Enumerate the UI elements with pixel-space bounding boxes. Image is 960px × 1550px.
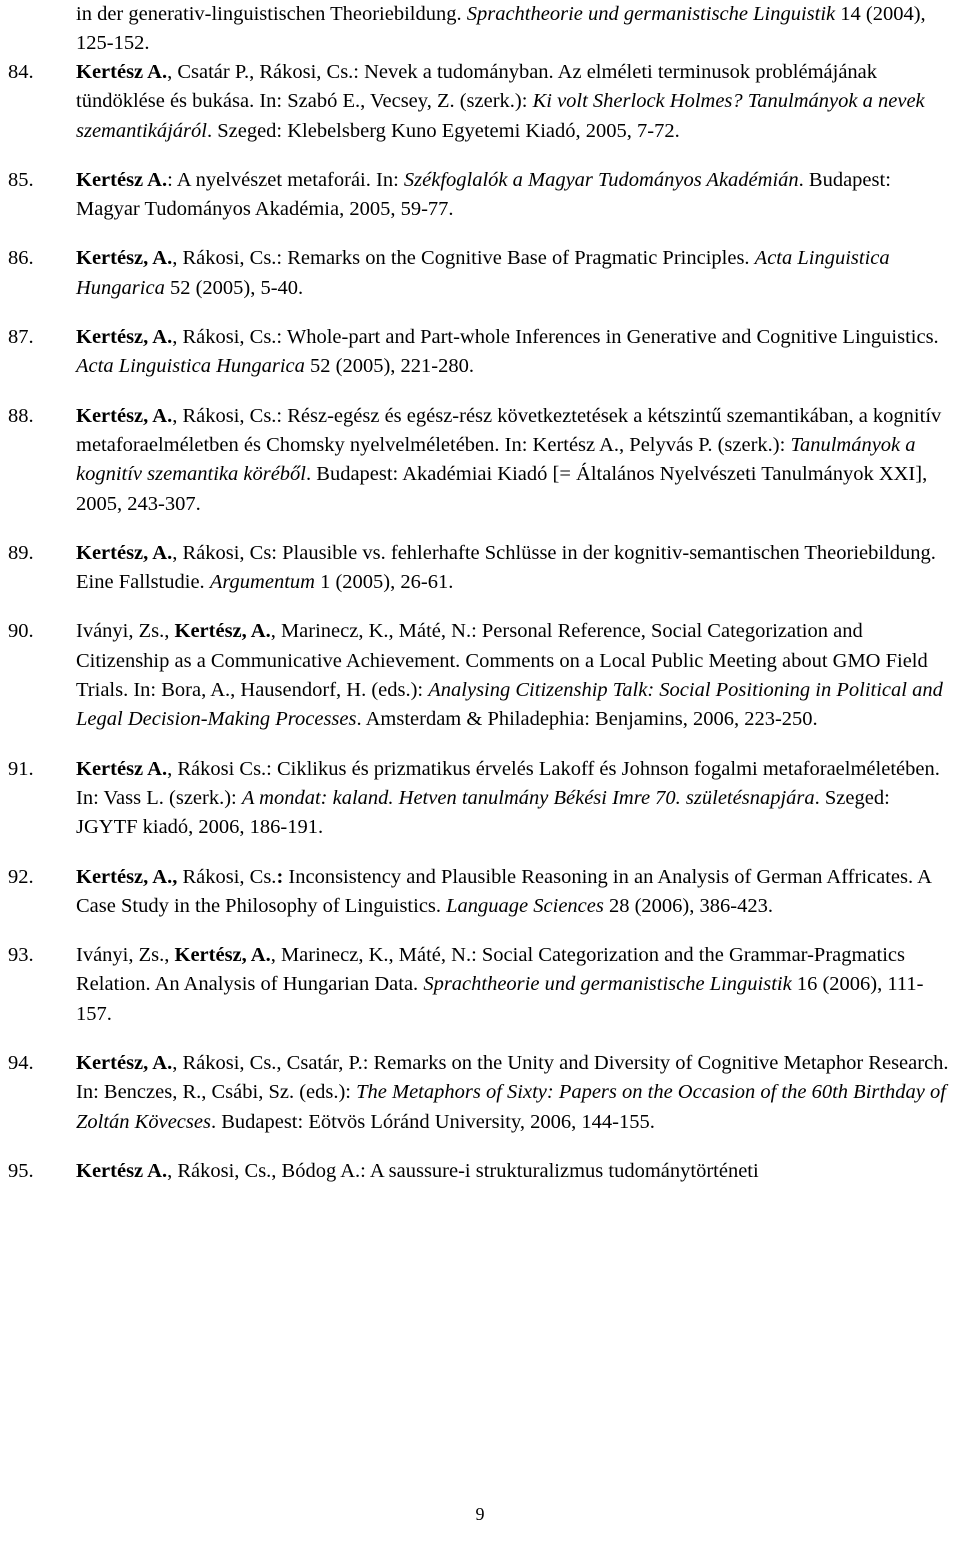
- author-name: :: [276, 865, 284, 888]
- reference-body: [76, 244, 956, 303]
- reference-text: 52 (2005), 221-280.: [304, 355, 475, 378]
- reference-entry: [0, 166, 960, 225]
- reference-text: , Rákosi, Cs., Bódog A.: A saussure-i strukturalizmus tudománytörténeti: [167, 1159, 759, 1182]
- reference-text: . Budapest: Akadémiai Kiadó [= Általános Nyelvészeti Tanulmányok XXI], 2005, 243-307.: [76, 463, 928, 515]
- reference-text: , Rákosi, Cs., Csatár, P.: Remarks on the Unity and Diversity of Cognitive Metaphor Research. In: Benczes, R., Csábi, Sz. (eds.):: [76, 1052, 949, 1104]
- reference-body: [76, 941, 956, 1029]
- reference-entry: [0, 323, 960, 382]
- reference-entry: [0, 244, 960, 303]
- reference-number: 89.: [8, 541, 34, 564]
- work-title: Tanulmányok a kognitív szemantika köréből: [76, 433, 916, 486]
- reference-text: . Amsterdam & Philadephia: Benjamins, 2006, 223-250.: [356, 708, 818, 731]
- reference-body: [76, 755, 956, 843]
- reference-text: , Rákosi, Cs.: Whole-part and Part-whole Inferences in Generative and Cognitive Linguistics.: [172, 326, 939, 349]
- reference-text: Iványi, Zs.,: [76, 620, 175, 643]
- reference-body: [76, 539, 956, 598]
- work-title: Székfoglalók a Magyar Tudományos Akadémián: [403, 168, 799, 191]
- author-name: Kertész, A.: [76, 404, 173, 427]
- reference-number: 85.: [8, 168, 34, 191]
- reference-entry: [0, 402, 960, 519]
- author-name: Kertész, A.,: [76, 865, 183, 888]
- reference-text: , Rákosi, Cs: Plausible vs. fehlerhafte Schlüsse in der kognitiv-semantischen Theoriebildung. Eine Fallstudie.: [76, 541, 936, 594]
- reference-body: [76, 402, 956, 519]
- author-name: Kertész, A.: [174, 620, 271, 643]
- continued-reference: [76, 0, 956, 59]
- author-name: Kertész, A.: [76, 247, 173, 270]
- work-title: Sprachtheorie und germanistische Linguistik: [466, 3, 836, 25]
- reference-entry: [0, 539, 960, 598]
- reference-body: [76, 323, 956, 382]
- work-title: Language Sciences: [446, 894, 604, 917]
- reference-text: 28 (2006), 386-423.: [603, 894, 773, 917]
- work-title: The Metaphors of Sixty: Papers on the Occasion of the 60th Birthday of Zoltán Kövecses: [76, 1081, 946, 1133]
- reference-body: [76, 1157, 956, 1186]
- reference-text: . Budapest: Eötvös Lóránd University, 2006, 144-155.: [210, 1110, 655, 1133]
- reference-text: Iványi, Zs.,: [76, 944, 175, 967]
- reference-number: 87.: [8, 326, 34, 349]
- reference-entry: [0, 941, 960, 1029]
- reference-number: 91.: [8, 757, 34, 780]
- reference-number: 84.: [8, 61, 34, 83]
- reference-body: [76, 863, 956, 922]
- author-name: Kertész A.: [76, 1159, 168, 1182]
- reference-number: 94.: [8, 1052, 34, 1075]
- reference-body: [76, 58, 956, 146]
- author-name: Kertész, A.: [76, 1052, 173, 1075]
- reference-text: 1 (2005), 26-61.: [314, 571, 454, 594]
- reference-text: : A nyelvészet metaforái. In:: [167, 168, 404, 191]
- reference-text: , Marinecz, K., Máté, N.: Personal Reference, Social Categorization and Citizenship as a Communicative Achievement. Comments on a Local Public Meeting about GMO Field Trials. In: Bora, A., Hausendorf, H. (eds.):: [76, 620, 928, 702]
- author-name: Kertész, A.: [76, 326, 173, 349]
- page-number: 9: [475, 1504, 485, 1524]
- reference-entry: [0, 1157, 960, 1186]
- reference-entry: [0, 863, 960, 922]
- work-title: Argumentum: [209, 571, 315, 594]
- reference-text: 52 (2005), 5-40.: [164, 276, 304, 299]
- reference-number: 93.: [8, 944, 34, 967]
- reference-text: , Rákosi, Cs.: Rész-egész és egész-rész következtetések a kétszintű szemantikában, a kognitív metaforaelméletben és Chomsky nyelvelméletében. In: Kertész A., Pelyvás P. (szerk.):: [76, 404, 942, 456]
- reference-entry: [0, 755, 960, 843]
- reference-body: [76, 1049, 956, 1137]
- author-name: Kertész, A.: [76, 541, 173, 564]
- reference-text: . Szeged: Klebelsberg Kuno Egyetemi Kiadó, 2005, 7-72.: [206, 119, 680, 142]
- reference-text: . Szeged: JGYTF kiadó, 2006, 186-191.: [76, 786, 890, 839]
- work-title: Ki volt Sherlock Holmes? Tanulmányok a nevek szemantikájáról: [76, 90, 925, 142]
- work-title: Acta Linguistica Hungarica: [76, 247, 890, 299]
- reference-number: 88.: [8, 404, 34, 427]
- author-name: Kertész A.: [76, 757, 168, 780]
- reference-text: , Csatár P., Rákosi, Cs.: Nevek a tudományban. Az elméleti terminusok problémájának tündöklése és bukása. In: Szabó E., Vecsey, Z. (szerk.):: [76, 61, 878, 113]
- reference-entry: [0, 58, 960, 146]
- reference-text: 16 (2006), 111-157.: [76, 973, 924, 1025]
- reference-entry: [0, 1049, 960, 1137]
- reference-entry: [0, 617, 960, 734]
- reference-text: in der generativ-linguistischen Theoriebildung.: [76, 3, 467, 25]
- reference-number: 90.: [8, 620, 34, 643]
- reference-body: [76, 166, 956, 225]
- author-name: Kertész A.: [76, 168, 168, 191]
- reference-number: 92.: [8, 865, 34, 888]
- work-title: Analysing Citizenship Talk: Social Positioning in Political and Legal Decision-Making Processes: [76, 679, 943, 731]
- reference-list: [0, 58, 960, 1206]
- reference-text: , Rákosi, Cs.: Remarks on the Cognitive Base of Pragmatic Principles.: [172, 247, 755, 270]
- work-title: Acta Linguistica Hungarica: [76, 355, 305, 378]
- reference-body: [76, 617, 956, 734]
- reference-text: Inconsistency and Plausible Reasoning in an Analysis of German Affricates. A Case Study in the Philosophy of Linguistics.: [76, 865, 931, 917]
- author-name: Kertész A.: [76, 61, 168, 83]
- reference-text: , Marinecz, K., Máté, N.: Social Categorization and the Grammar-Pragmatics Relation. An Analysis of Hungarian Data.: [76, 944, 906, 996]
- work-title: A mondat: kaland. Hetven tanulmány Békési Imre 70. születésnapjára: [241, 786, 815, 809]
- work-title: Sprachtheorie und germanistische Linguistik: [423, 973, 792, 996]
- reference-text: Rákosi, Cs.: [182, 865, 277, 888]
- reference-text: , Rákosi Cs.: Ciklikus és prizmatikus érvelés Lakoff és Johnson fogalmi metaforaelméletében. In: Vass L. (szerk.):: [76, 757, 940, 809]
- reference-number: 86.: [8, 247, 34, 270]
- author-name: Kertész, A.: [174, 944, 271, 967]
- reference-text: 14 (2004), 125-152.: [76, 3, 926, 55]
- reference-number: 95.: [8, 1159, 34, 1182]
- reference-text: . Budapest: Magyar Tudományos Akadémia, 2005, 59-77.: [76, 168, 891, 221]
